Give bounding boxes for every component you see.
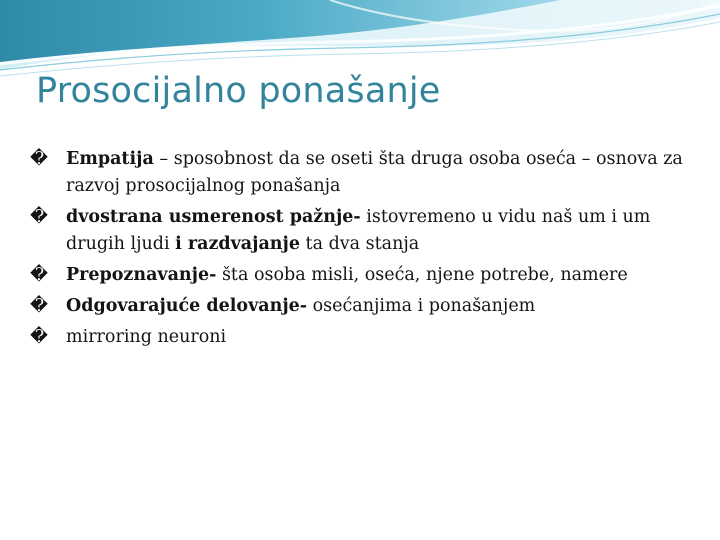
- bullet-term: Odgovarajuće delovanje-: [66, 296, 308, 316]
- bullet-text: istovremeno u vidu naš um i um drugih ljudi: [66, 207, 651, 254]
- bullet-marker-icon: �: [30, 296, 48, 316]
- bullet-text: osećanjima i ponašanjem: [307, 296, 536, 316]
- bullet-marker-icon: �: [30, 207, 48, 227]
- bullet-dvostrana-paznja: [30, 204, 710, 258]
- bullet-text-end: ta dva stanja: [299, 234, 420, 254]
- bullet-text: mirroring neuroni: [66, 327, 227, 347]
- bullet-term: Prepoznavanje-: [66, 265, 217, 285]
- bullet-marker-icon: �: [30, 149, 48, 169]
- bullet-term: dvostrana usmerenost pažnje-: [66, 207, 361, 227]
- bullet-term: Empatija: [66, 149, 154, 169]
- bullet-list: [30, 146, 710, 355]
- bullet-prepoznavanje: [30, 262, 710, 289]
- bullet-mirroring-neuroni: [30, 324, 710, 351]
- bullet-term-razdvajanje: i razdvajanje: [175, 234, 300, 254]
- slide-title: Prosocijalno ponašanje: [36, 71, 441, 111]
- bullet-text: šta osoba misli, oseća, njene potrebe, namere: [216, 265, 628, 285]
- bullet-odgovarajuce-delovanje: [30, 293, 710, 320]
- bullet-marker-icon: �: [30, 327, 48, 347]
- bullet-marker-icon: �: [30, 265, 48, 285]
- bullet-empatija: [30, 146, 710, 200]
- bullet-text: – sposobnost da se oseti šta druga osoba oseća – osnova za razvoj prosocijalnog ponašanja: [66, 149, 683, 196]
